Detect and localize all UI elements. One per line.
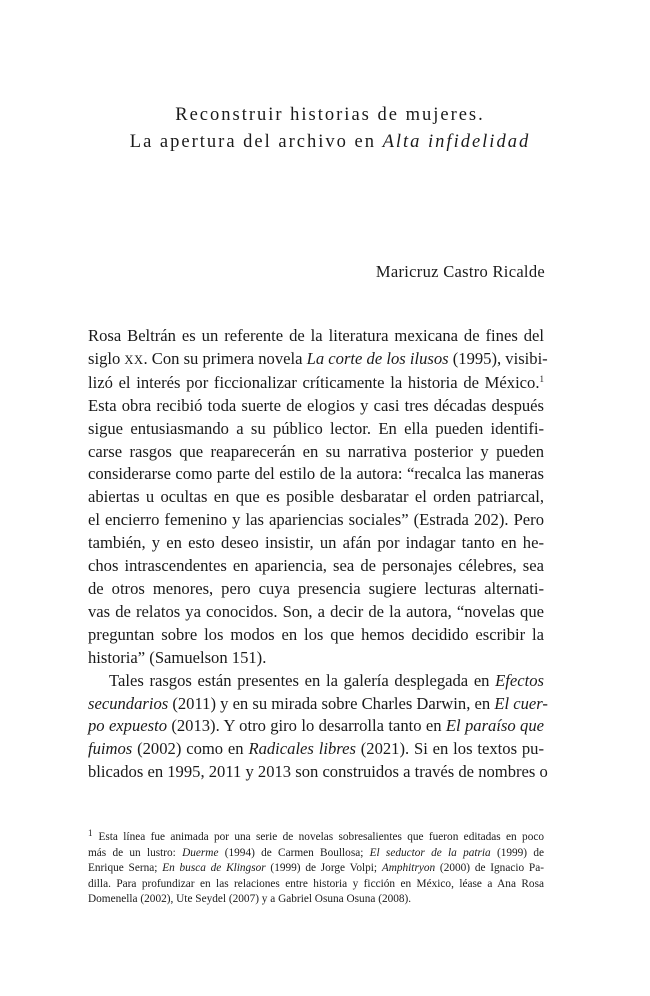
- text-line: blicados en 1995, 2011 y 2013 son construidos a través de nombres o: [88, 762, 548, 782]
- footnote-line: dilla. Para profundizar en las relaciones entre historia y ficción en México, léase a Ana Rosa: [88, 877, 544, 890]
- footnote-marker: 1: [88, 828, 93, 838]
- footnote-reference[interactable]: 1: [539, 373, 544, 384]
- text-line: secundarios (2011) y en su mirada sobre Charles Darwin, en El cuer-: [88, 693, 548, 713]
- footnote-line: Enrique Serna; En busca de Klingsor (1999) de Jorge Volpi; Amphitryon (2000) de Ignacio Pa-: [88, 862, 544, 875]
- text-line: también, y en esto deseo insistir, un afán por indagar tanto en he-: [88, 533, 544, 553]
- text-line: lizó el interés por ficcionalizar críticamente la historia de México.$^1$: [88, 372, 544, 392]
- footnote-line: Domenella (2002), Ute Seydel (2007) y a Gabriel Osuna Osuna (2008).: [88, 893, 412, 906]
- text-line: de otros menores, pero cuya presencia sugiere lecturas alternati-: [88, 578, 544, 598]
- text-line: chos intrascendentes en apariencia, sea de personajes célebres, sea: [88, 556, 544, 576]
- text-line: preguntan sobre los modos en los que hemos decidido escribir la: [88, 624, 544, 644]
- text-line: historia” (Samuelson 151).: [88, 647, 267, 667]
- text-line: fuimos (2002) como en Radicales libres (2021). Si en los textos pu-: [88, 739, 545, 759]
- paragraph-2: [88, 670, 548, 785]
- footnote-line: $^1$ Esta línea fue animada por una serie de novelas sobresalientes que fueron editadas en poco: [88, 828, 544, 843]
- text-line: po expuesto (2013). Y otro giro lo desarrolla tanto en El paraíso que: [88, 716, 545, 736]
- chapter-title: [60, 102, 600, 156]
- paragraph-1: [88, 325, 548, 670]
- text-line: abiertas u ocultas en que es posible desbaratar el orden patriarcal,: [88, 487, 544, 507]
- title-italic-work: Alta infidelidad: [382, 132, 531, 152]
- text-line: considerarse como parte del estilo de la autora: “recalca las maneras: [88, 464, 544, 484]
- text-line: sigue entusiasmando a su público lector. En ella pueden identifi-: [88, 418, 544, 438]
- footnote-line: más de un lustro: Duerme (1994) de Carmen Boullosa; El seductor de la patria (1999) de: [88, 846, 544, 859]
- text-line: Rosa Beltrán es un referente de la literatura mexicana de fines del: [88, 326, 544, 345]
- footnote: [88, 830, 544, 908]
- text-line: el encierro femenino y las apariencias sociales” (Estrada 202). Pero: [88, 510, 544, 530]
- text-line: carse rasgos que reaparecerán en su narrativa posterior y pueden: [88, 441, 544, 461]
- author-name: Maricruz Castro Ricalde: [375, 262, 545, 281]
- title-line-1: Reconstruir historias de mujeres.: [175, 105, 485, 125]
- text-line: vas de relatos ya conocidos. Son, a decir de la autora, “novelas que: [88, 601, 544, 621]
- text-line: Tales rasgos están presentes en la galería desplegada en Efectos: [109, 670, 544, 690]
- text-line: siglo XX. Con su primera novela La corte de los ilusos (1995), visibi-: [88, 348, 548, 368]
- text-line: Esta obra recibió toda suerte de elogios y casi tres décadas después: [88, 395, 544, 415]
- body-text: [88, 325, 548, 784]
- title-line-2: La apertura del archivo en Alta infidelidad: [129, 132, 531, 152]
